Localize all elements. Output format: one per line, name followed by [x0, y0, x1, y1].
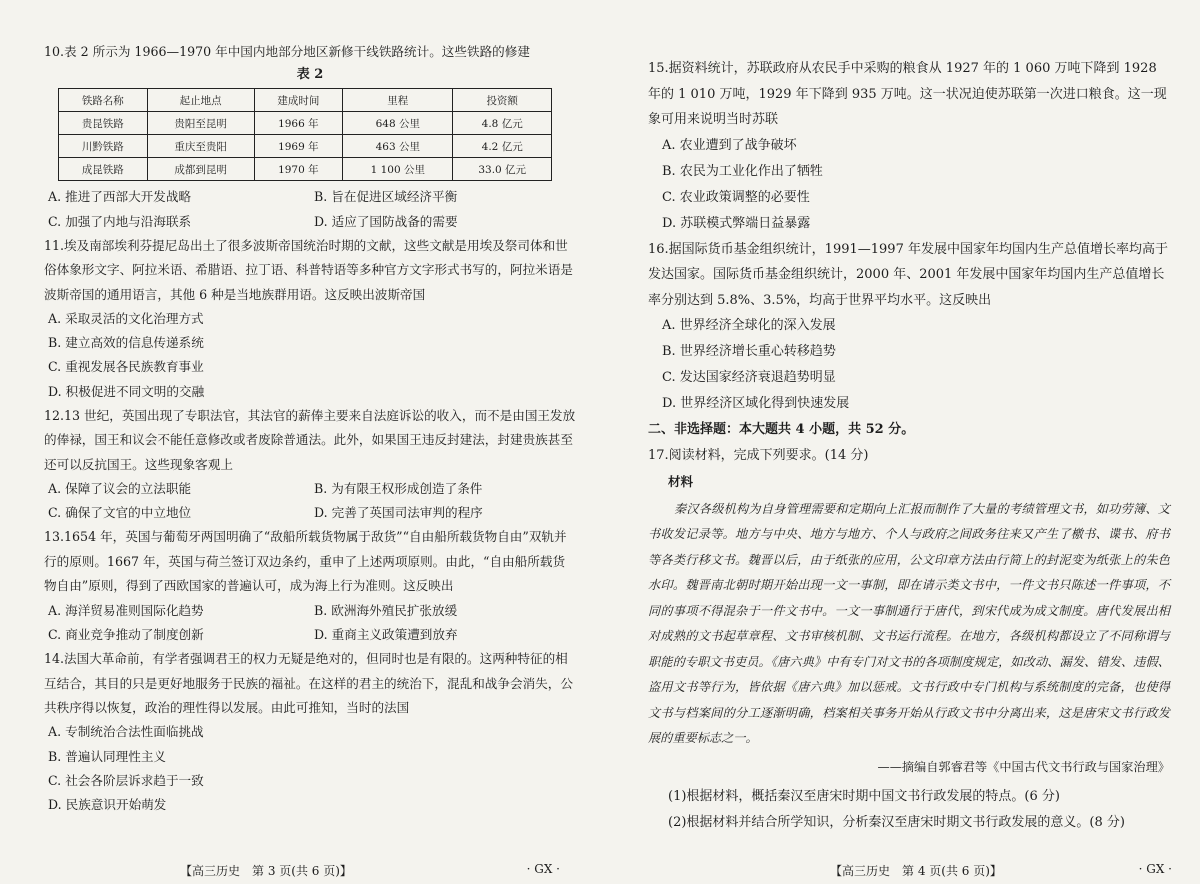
- q10-options-row: [44, 210, 576, 234]
- q14-option-b: B. 普遍认同理性主义: [48, 748, 167, 764]
- q10-option-b: B. 旨在促进区域经济平衡: [314, 189, 458, 205]
- q17-sub-1: (1)根据材料，概括秦汉至唐宋时期中国文书行政发展的特点。(6 分): [668, 788, 1060, 804]
- table-cell: 1970 年: [254, 158, 343, 181]
- q12-option-a: A. 保障了议会的立法职能: [48, 481, 192, 497]
- table-cell: 成昆铁路: [59, 158, 148, 181]
- q16-option-a: A. 世界经济全球化的深入发展: [662, 318, 836, 333]
- q10-stem: 10.表 2 所示为 1966—1970 年中国内地部分地区新修干线铁路统计。这些铁路的修建: [44, 44, 530, 59]
- q13-options-row: [44, 623, 576, 647]
- table-header-row: [59, 89, 552, 112]
- q11-option-b: B. 建立高效的信息传递系统: [48, 335, 204, 351]
- q13-option-a: A. 海洋贸易准则国际化趋势: [48, 602, 204, 618]
- table-header: 铁路名称: [59, 89, 148, 112]
- table-header: 投资额: [453, 89, 552, 112]
- table-row: [59, 112, 552, 135]
- q13-stem: 13.1654 年，英国与葡萄牙两国明确了“敌船所载货物属于敌货”“自由船所载货物自由”双轨并行的原则。1667 年，英国与荷兰签订双边条约，重申了上述两项原则。由此，“自由船所载货物自由”原则，得到了西欧国家的普遍认可，成为海上行为准则。这反映出: [44, 529, 567, 594]
- section-heading: 二、非选择题：本大题共 4 小题，共 52 分。: [648, 422, 915, 437]
- table-caption: 表 2: [296, 67, 324, 83]
- page-number: 【高三历史 第 3 页(共 6 页)】: [180, 864, 352, 878]
- footer-mark: · GX ·: [1138, 862, 1172, 876]
- q15-stem: 15.据资料统计，苏联政府从农民手中采购的粮食从 1927 年的 1 060 万吨下降到 1928 年的 1 010 万吨，1929 年下降到 935 万吨。这一状况迫使苏联第一次进口粮食。这一现象可用来说明当时苏联: [648, 61, 1167, 127]
- table-row: [59, 158, 552, 181]
- q16-option-c: C. 发达国家经济衰退趋势明显: [662, 370, 836, 385]
- table-header: 建成时间: [254, 89, 343, 112]
- page-number: 【高三历史 第 4 页(共 6 页)】: [830, 864, 1002, 878]
- table-cell: 重庆至贵阳: [147, 135, 254, 158]
- q16-option-d: D. 世界经济区域化得到快速发展: [662, 396, 850, 411]
- q15-option-d: D. 苏联模式弊端日益暴露: [662, 215, 811, 231]
- table-cell: 33.0 亿元: [453, 158, 552, 181]
- footer-mark: · GX ·: [526, 862, 560, 876]
- q15-option-c: C. 农业政策调整的必要性: [662, 189, 810, 205]
- railway-table: [58, 88, 552, 181]
- q10-option-c: C. 加强了内地与沿海联系: [48, 213, 192, 229]
- q12-options-row: [44, 501, 576, 525]
- right-page: [600, 0, 1200, 884]
- q11-stem: 11.埃及南部埃利芬提尼岛出土了很多波斯帝国统治时期的文献，这些文献是用埃及祭司体和世俗体象形文字、阿拉米语、希腊语、拉丁语、科普特语等多种官方文字形式书写的，阿拉米语是波斯帝国的通用语言，其他 6 种是当地族群用语。这反映出波斯帝国: [44, 237, 573, 302]
- q12-option-b: B. 为有限王权形成创造了条件: [314, 481, 483, 497]
- material-title: 材料: [668, 473, 694, 489]
- q12-stem: 12.13 世纪，英国出现了专职法官，其法官的薪俸主要来自法庭诉讼的收入，而不是由国王发放的俸禄，国王和议会不能任意修改或者废除普通法。此外，如果国王违反封建法，封建贵族甚至还可以反抗国王。这些现象客观上: [44, 407, 576, 472]
- q14-stem: 14.法国大革命前，有学者强调君王的权力无疑是绝对的，但同时也是有限的。这两种特征的相互结合，其目的只是更好地服务于民族的福祉。在这样的君主的统治下，混乱和战争会消失，公共秩序得以恢复，政治的理性得以发展。由此可推知，当时的法国: [44, 651, 573, 715]
- table-cell: 4.8 亿元: [453, 112, 552, 135]
- table-cell: 648 公里: [343, 112, 453, 135]
- material-source: ——摘编自郭睿君等《中国古代文书行政与国家治理》: [877, 759, 1170, 774]
- q10-option-d: D. 适应了国防战备的需要: [314, 213, 458, 229]
- q11-option-a: A. 采取灵活的文化治理方式: [48, 311, 204, 327]
- q17-stem: 17.阅读材料，完成下列要求。(14 分): [648, 448, 869, 463]
- table-row: [59, 135, 552, 158]
- table-cell: 1 100 公里: [343, 158, 453, 181]
- q12-option-c: C. 确保了文官的中立地位: [48, 505, 192, 521]
- q12-option-d: D. 完善了英国司法审判的程序: [314, 505, 483, 521]
- q13-options-row: [44, 599, 576, 623]
- q15-option-a: A. 农业遭到了战争破坏: [662, 137, 797, 153]
- q10-options-row: [44, 185, 576, 209]
- q15-option-b: B. 农民为工业化作出了牺牲: [662, 163, 823, 179]
- table-cell: 川黔铁路: [59, 135, 148, 158]
- table-cell: 成都到昆明: [147, 158, 254, 181]
- q14-option-d: D. 民族意识开始萌发: [48, 796, 167, 812]
- table-cell: 1966 年: [254, 112, 343, 135]
- table-header: 起止地点: [147, 89, 254, 112]
- q13-option-b: B. 欧洲海外殖民扩张放缓: [314, 602, 458, 618]
- q13-option-d: D. 重商主义政策遭到放弃: [314, 626, 458, 642]
- q14-option-a: A. 专制统治合法性面临挑战: [48, 724, 204, 740]
- table-header: 里程: [343, 89, 453, 112]
- q12-options-row: [44, 477, 576, 501]
- q11-option-d: D. 积极促进不同文明的交融: [48, 383, 205, 399]
- table-cell: 463 公里: [343, 135, 453, 158]
- table-cell: 贵昆铁路: [59, 112, 148, 135]
- table-cell: 贵阳至昆明: [147, 112, 254, 135]
- q16-stem: 16.据国际货币基金组织统计，1991—1997 年发展中国家年均国内生产总值增长率均高于发达国家。国际货币基金组织统计，2000 年、2001 年发展中国家年均国内生产总值增长率分别达到 5.8%、3.5%，均高于世界平均水平。这反映出: [648, 241, 1168, 308]
- q14-option-c: C. 社会各阶层诉求趋于一致: [48, 772, 204, 788]
- q16-option-b: B. 世界经济增长重心转移趋势: [662, 344, 836, 359]
- table-cell: 1969 年: [254, 135, 343, 158]
- q17-sub-2: (2)根据材料并结合所学知识，分析秦汉至唐宋时期文书行政发展的意义。(8 分): [668, 814, 1125, 830]
- table-cell: 4.2 亿元: [453, 135, 552, 158]
- q13-option-c: C. 商业竞争推动了制度创新: [48, 626, 204, 642]
- material-text: 秦汉各级机构为自身管理需要和定期向上汇报而制作了大量的考绩管理文书，如功劳簿、文书收发记录等。地方与中央、地方与地方、个人与政府之间政务往来又产生了檄书、谍书、府书等各类行移文书。魏晋以后，由于纸张的应用，公文印章方法由行简上的封泥变为纸张上的朱色水印。魏晋南北朝时期开始出现一文一事制，即在请示类文书中，一件文书只陈述一件事项，不同的事项不得混杂于一件文书中。一文一事制通行于唐代，到宋代成为成文制度。唐代发展出相对成熟的文书起草章程、文书审核机制、文书运行流程。在地方，各级机构都设立了不同称谓与职能的专职文书吏员。《唐六典》中有专门对文书的各项制度规定，如改动、漏发、错发、违假、盗用文书等行为，皆依据《唐六典》加以惩戒。文书行政中专门机构与系统制度的完备，也使得文书与档案间的分工逐渐明确，档案相关事务开始从行政文书中分离出来，这是唐宋文书行政发展的重要标志之一。: [648, 501, 1170, 745]
- q10-option-a: A. 推进了西部大开发战略: [48, 189, 192, 205]
- q11-option-c: C. 重视发展各民族教育事业: [48, 359, 204, 375]
